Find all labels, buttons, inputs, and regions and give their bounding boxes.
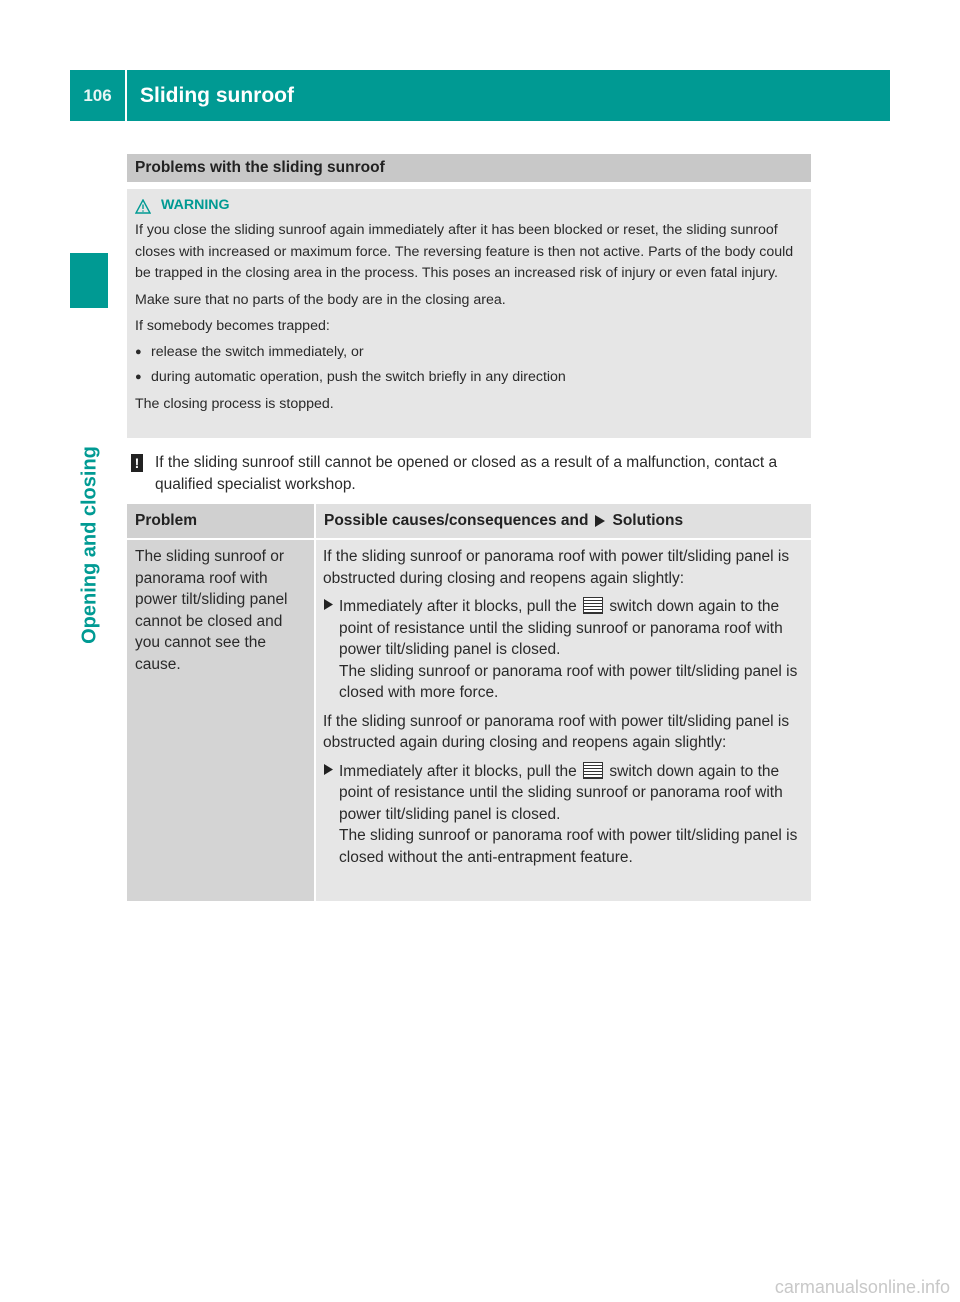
cause-paragraph: If the sliding sunroof or panorama roof with power tilt/sliding panel is obstructed again during closing and reopens again slightly: <box>323 712 790 751</box>
watermark: carmanualsonline.info <box>774 1277 950 1297</box>
exclamation-icon: ! <box>131 454 143 472</box>
chapter-tab-marker <box>70 253 108 308</box>
troubleshooting-table <box>127 504 811 901</box>
column-header-problem: Problem <box>127 504 314 538</box>
warning-paragraph: Make sure that no parts of the body are in the closing area. <box>135 291 506 308</box>
sunroof-switch-icon <box>583 597 603 614</box>
chapter-label: Opening and closing <box>78 446 101 644</box>
subsection-heading: Problems with the sliding sunroof <box>127 154 811 182</box>
arrow-right-icon <box>323 596 339 704</box>
column-header-causes: Possible causes/consequences and Solutions <box>316 504 811 538</box>
section-title: Sliding sunroof <box>140 83 294 107</box>
warning-title: WARNING <box>161 197 230 214</box>
warning-bullet: ● during automatic operation, push the switch briefly in any direction <box>135 367 803 389</box>
warning-paragraph: If somebody becomes trapped: <box>135 318 330 334</box>
warning-bullet: ● release the switch immediately, or <box>135 342 803 364</box>
bullet-icon: ● <box>135 371 142 383</box>
warning-paragraph: The closing process is stopped. <box>135 395 334 412</box>
bullet-icon: ● <box>135 345 142 358</box>
arrow-right-icon <box>323 761 339 869</box>
table-cell-problem: The sliding sunroof or panorama roof with power tilt/sliding panel cannot be closed and you cannot see the cause. <box>127 540 314 901</box>
cause-paragraph: If the sliding sunroof or panorama roof with power tilt/sliding panel is obstructed during closing and reopens again slightly: <box>323 548 790 587</box>
sunroof-switch-icon <box>583 762 603 779</box>
solution-step: Immediately after it blocks, pull the switch down again to the point of resistance until the sliding sunroof or panorama roof with power tilt/sliding panel is closed. The sliding sunroof or panorama roof with power tilt/sliding panel is closed without the anti-entrapment feature. <box>323 761 805 869</box>
warning-triangle-icon <box>135 199 151 214</box>
note <box>127 452 817 496</box>
warning-box <box>127 189 811 438</box>
warning-paragraph: If you close the sliding sunroof again immediately after it has been blocked or reset, the sliding sunroof closes with increased or maximum force. The reversing feature is then not active. Parts of the body could be trapped in the closing area in the process. This poses an increased risk of injury or even fatal injury. <box>135 222 794 281</box>
note-text: If the sliding sunroof still cannot be opened or closed as a result of a malfunction, contact a qualified specialist workshop. <box>155 454 778 493</box>
arrow-right-icon <box>592 514 608 528</box>
table-cell-causes <box>316 540 811 901</box>
page-number: 106 <box>70 70 127 121</box>
solution-step: Immediately after it blocks, pull the switch down again to the point of resistance until the sliding sunroof or panorama roof with power tilt/sliding panel is closed. The sliding sunroof or panorama roof with power tilt/sliding panel is closed with more force. <box>323 596 805 704</box>
warning-header <box>135 194 803 218</box>
